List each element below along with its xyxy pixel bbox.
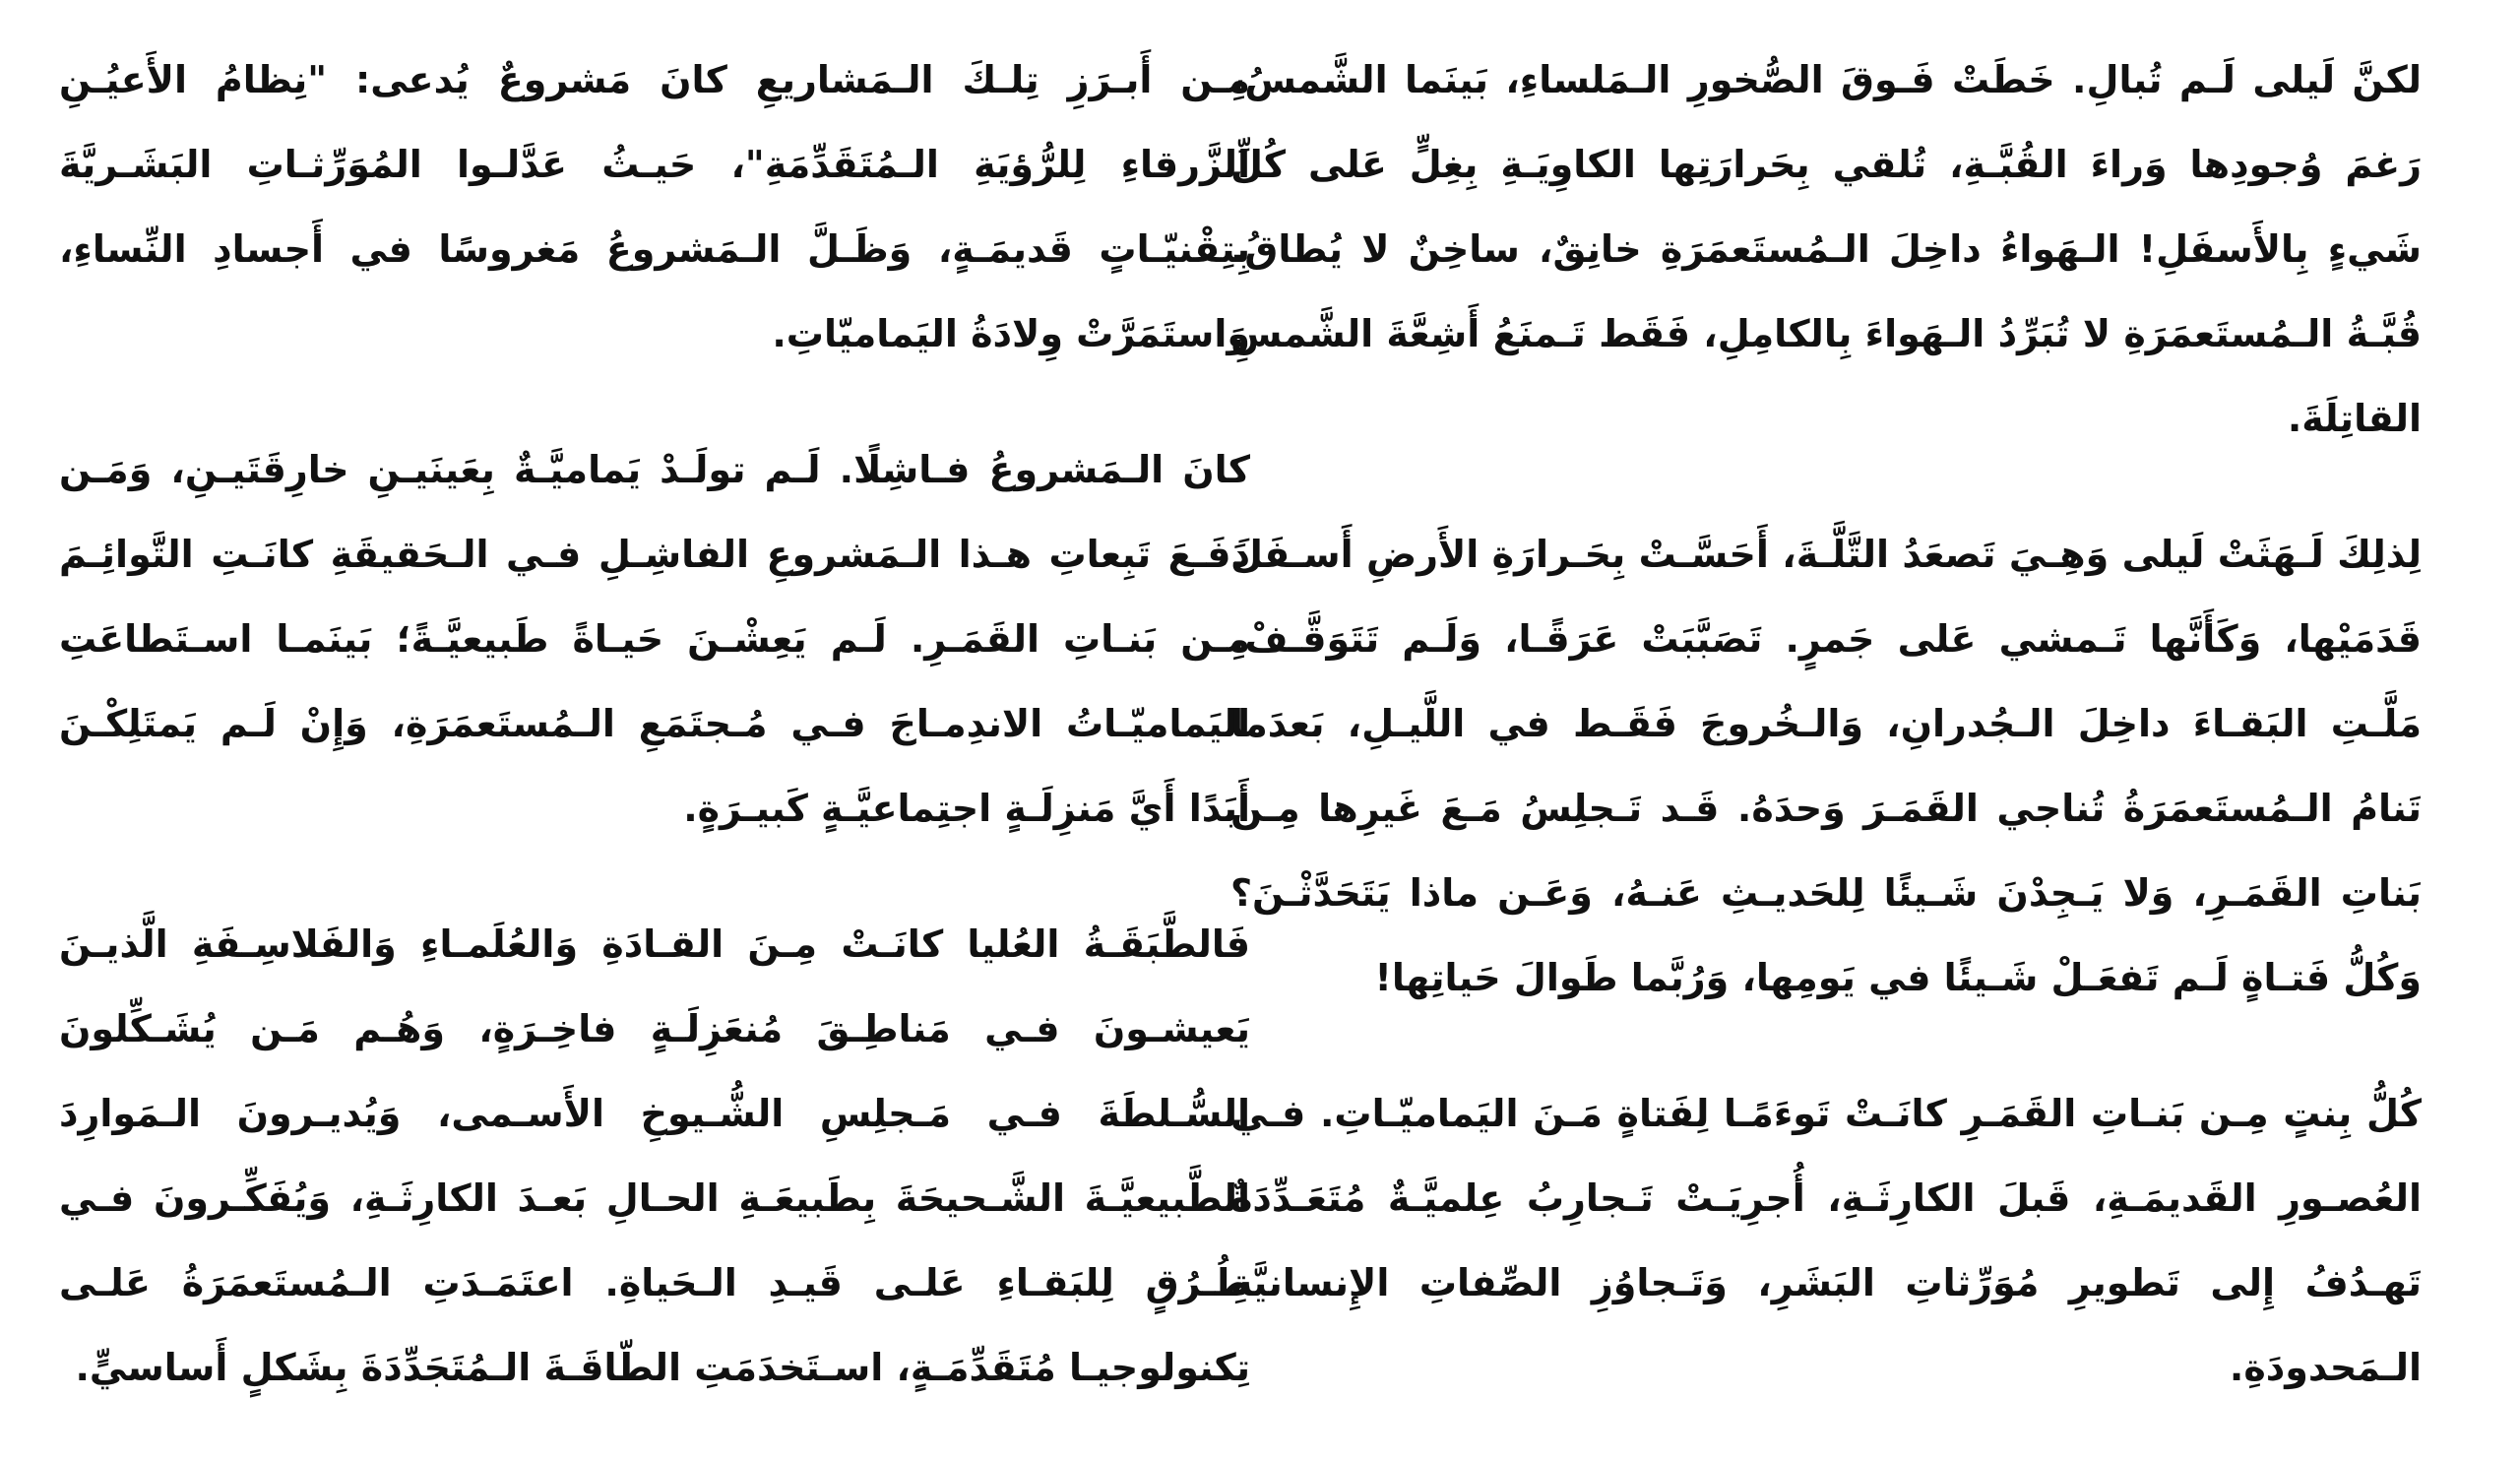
left-page-paragraph-1: مِـن أَبـرَزِ تِلـكَ الـمَشاريعِ كانَ مَشروعٌ يُدعى: "نِظامُ الأَعيُـنِ الزَّرقاءِ لِلرُّؤيَةِ الـمُتَقَدِّمَةِ"، حَيـثُ عَدَّلـوا المُوَرِّثـاتِ البَشَـريَّةَ بِتِقْنيّـاتٍ قَديمَـةٍ، وَظَـلَّ الـمَشروعُ مَغروسًا في أَجسادِ النِّساءِ، وَاستَمَرَّتْ وِلادَةُ اليَماميّاتِ.	[59, 58, 1250, 355]
left-page-paragraph-3: فَالطَّبَقَـةُ العُليا كانَـتْ مِـنَ القـادَةِ وَالعُلَمـاءِ وَالفَلاسِـفَةِ الَّذيـنَ يَعيشـونَ فـي مَناطِـقَ مُنعَزِلَـةٍ فاخِـرَةٍ، وَهُـم مَـن يُشَـكِّلونَ السُّـلطَةَ فـي مَـجلِسِ الشُّـيوخِ الأَسـمى، وَيُديـرونَ الـمَوارِدَ الطَّبيعيَّـةَ الشَّـحيحَةَ بِطَبيعَـةِ الحـالِ بَعـدَ الكارِثَـةِ، وَيُفَكِّـرونَ فـي طُـرُقٍ لِلبَقـاءِ عَلـى قَيـدِ الـحَياةِ. اعتَمَـدَتِ الـمُستَعمَرَةُ عَلـى تِكنولوجيـا مُتَقَدِّمَـةٍ، اسـتَخدَمَتِ الطّاقَـةَ الـمُتَجَدِّدَةَ بِشَكلٍ أَساسيٍّ.	[59, 922, 1250, 1389]
left-page-paragraph-2: كانَ الـمَشروعُ فـاشِلًا. لَـم تولَـدْ يَماميَّـةٌ بِعَينَيـنِ خارِقَتَيـنِ، وَمَـن دَفَـعَ تَبِعاتِ هـذا الـمَشروعِ الفاشِـلِ فـي الـحَقيقَةِ كانَـتِ التَّوائِـمَ مِـن بَنـاتِ القَمَـرِ. لَـم يَعِشْـنَ حَيـاةً طَبيعيَّـةً؛ بَينَمـا اسـتَطاعَتِ اليَماميّـاتُ الاندِمـاجَ فـي مُـجتَمَعِ الـمُستَعمَرَةِ، وَإِنْ لَـم يَمتَلِكْـنَ أَبَدًا أَيَّ مَنزِلَـةٍ اجتِماعيَّـةٍ كَبيـرَةٍ.	[59, 448, 1250, 830]
right-page	[1230, 37, 2422, 1461]
right-page-paragraph-1: لكنَّ لَيلى لَـم تُبالِ. خَطَتْ فَـوقَ الصُّخورِ الـمَلساءِ، بَينَما الشَّمسُ، رَغمَ وُجودِها وَراءَ القُبَّـةِ، تُلقي بِحَرارَتِها الكاوِيَـةِ بِغِلٍّ عَلى كُلِّ شَيءٍ بِالأَسفَلِ! الـهَواءُ داخِلَ الـمُستَعمَرَةِ خانِقٌ، ساخِنٌ لا يُطاقُ. قُبَّـةُ الـمُستَعمَرَةِ لا تُبَرِّدُ الـهَواءَ بِالكامِلِ، فَقَط تَـمنَعُ أَشِعَّةَ الشَّمسِ القاتِلَةَ.	[1230, 58, 2422, 440]
right-page-paragraph-2: لِذلِكَ لَـهَثَتْ لَيلى وَهِـيَ تَصعَدُ التَّلَّـةَ، أَحَسَّـتْ بِحَـرارَةِ الأَرضِ أَسـفَلَ قَدَمَيْها، وَكَأَنَّها تَـمشي عَلى جَمرٍ. تَصَبَّبَتْ عَرَقًـا، وَلَـم تَتَوَقَّـفْ. مَلَّـتِ البَقـاءَ داخِلَ الـجُدرانِ، وَالـخُروجَ فَقَـط في اللَّيـلِ، بَعدَما تَنامُ الـمُستَعمَرَةُ تُناجي القَمَـرَ وَحدَهُ. قَـد تَـجلِسُ مَـعَ غَيرِها مِـن بَناتِ القَمَـرِ، وَلا يَـجِدْنَ شَـيئًا لِلحَديـثِ عَنـهُ، وَعَـن ماذا يَتَحَدَّثْـنَ؟ وَكُلُّ فَتـاةٍ لَـم تَفعَـلْ شَـيئًا في يَومِها، وَرُبَّما طَوالَ حَياتِها!	[1230, 533, 2422, 999]
right-page-paragraph-3: كُلُّ بِنتٍ مِـن بَنـاتِ القَمَـرِ كانَـتْ تَوءَمًـا لِفَتاةٍ مَـنَ اليَماميّـاتِ. فـي العُصـورِ القَديمَـةِ، قَبلَ الكارِثَـةِ، أُجرِيَـتْ تَـجارِبُ عِلميَّـةٌ مُتَعَـدِّدَةٌ تَهـدُفُ إِلى تَطويرِ مُوَرِّثاتِ البَشَرِ، وَتَـجاوُزِ الصِّفاتِ الإِنسانيَّةِ الـمَحدودَةِ.	[1230, 1092, 2422, 1389]
left-page	[59, 37, 1250, 1461]
